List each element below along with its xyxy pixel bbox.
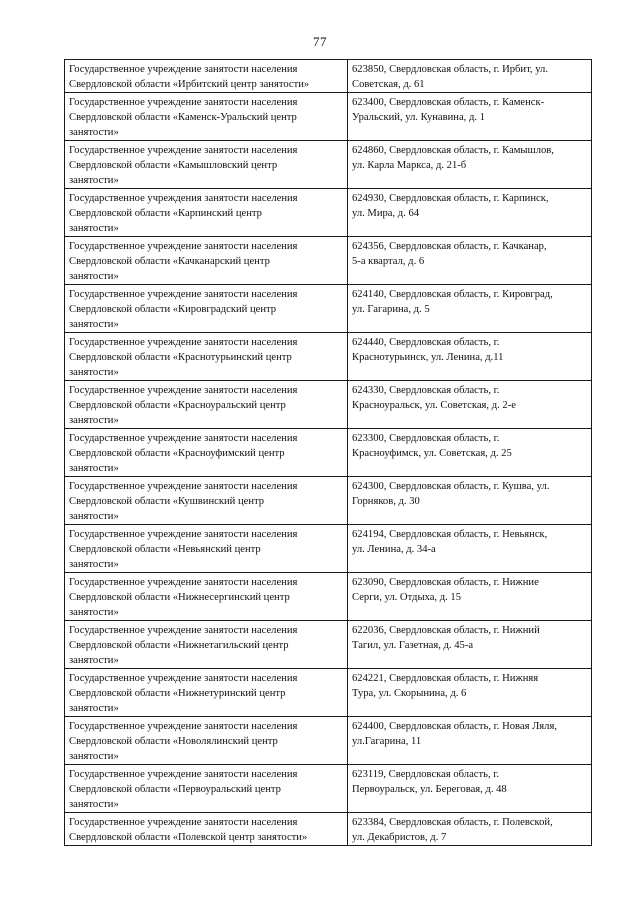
table-row — [65, 669, 592, 717]
table-row — [65, 813, 592, 846]
table-row — [65, 93, 592, 141]
table-row — [65, 477, 592, 525]
center-address-cell — [348, 429, 592, 477]
center-address-cell — [348, 765, 592, 813]
center-name-cell — [65, 189, 348, 237]
center-address: 623090, Свердловская область, г. Нижние Серги, ул. Отдыха, д. 15 — [352, 577, 539, 603]
center-address-cell — [348, 285, 592, 333]
center-name: Государственное учреждение занятости населения Свердловской области «Нижнесергинский центр занятости» — [69, 577, 298, 618]
center-name-cell — [65, 573, 348, 621]
center-address: 624300, Свердловская область, г. Кушва, ул. Горняков, д. 30 — [352, 481, 550, 507]
center-address: 624400, Свердловская область, г. Новая Ляля, ул.Гагарина, 11 — [352, 721, 557, 747]
center-address-cell — [348, 477, 592, 525]
center-address-cell — [348, 573, 592, 621]
center-address-cell — [348, 93, 592, 141]
center-name-cell — [65, 621, 348, 669]
center-name: Государственное учреждение занятости населения Свердловской области «Первоуральский центр занятости» — [69, 769, 298, 810]
center-name: Государственное учреждение занятости населения Свердловской области «Новолялинский центр занятости» — [69, 721, 298, 762]
center-name-cell — [65, 525, 348, 573]
center-address-cell — [348, 141, 592, 189]
center-name-cell — [65, 381, 348, 429]
center-name: Государственное учреждение занятости населения Свердловской области «Невьянский центр занятости» — [69, 529, 298, 570]
table-row — [65, 429, 592, 477]
center-address-cell — [348, 189, 592, 237]
center-address: 622036, Свердловская область, г. Нижний Тагил, ул. Газетная, д. 45-а — [352, 625, 540, 651]
center-address-cell — [348, 60, 592, 93]
center-name: Государственное учреждение занятости населения Свердловской области «Камышловский центр занятости» — [69, 145, 298, 186]
center-name-cell — [65, 285, 348, 333]
table-row — [65, 333, 592, 381]
table-row — [65, 765, 592, 813]
center-address: 624860, Свердловская область, г. Камышлов, ул. Карла Маркса, д. 21-б — [352, 145, 554, 171]
center-name-cell — [65, 429, 348, 477]
table-row — [65, 285, 592, 333]
center-name: Государственное учреждение занятости населения Свердловской области «Качканарский центр занятости» — [69, 241, 298, 282]
center-name: Государственное учреждение занятости населения Свердловской области «Кировградский центр занятости» — [69, 289, 298, 330]
center-address-cell — [348, 381, 592, 429]
center-name-cell — [65, 93, 348, 141]
center-address: 623850, Свердловская область, г. Ирбит, ул. Советская, д. 61 — [352, 64, 548, 90]
center-address: 624330, Свердловская область, г. Красноуральск, ул. Советская, д. 2-е — [352, 385, 516, 411]
page-number: 77 — [313, 34, 327, 49]
table-row — [65, 573, 592, 621]
center-address: 624221, Свердловская область, г. Нижняя Тура, ул. Скорынина, д. 6 — [352, 673, 539, 699]
table-row — [65, 141, 592, 189]
center-name: Государственное учреждение занятости населения Свердловской области «Красноуфимский центр занятости» — [69, 433, 298, 474]
center-name-cell — [65, 60, 348, 93]
center-address-cell — [348, 237, 592, 285]
center-address: 623300, Свердловская область, г. Красноуфимск, ул. Советская, д. 25 — [352, 433, 512, 459]
center-address: 624194, Свердловская область, г. Невьянск, ул. Ленина, д. 34-а — [352, 529, 548, 555]
center-address-cell — [348, 717, 592, 765]
center-address: 623384, Свердловская область, г. Полевской, ул. Декабристов, д. 7 — [352, 817, 553, 843]
center-address: 624356, Свердловская область, г. Качканар, 5-а квартал, д. 6 — [352, 241, 547, 267]
center-name-cell — [65, 333, 348, 381]
center-address-cell — [348, 525, 592, 573]
center-address-cell — [348, 813, 592, 846]
center-name: Государственное учреждение занятости населения Свердловской области «Ирбитский центр занятости» — [69, 64, 310, 90]
table-row — [65, 717, 592, 765]
center-name-cell — [65, 813, 348, 846]
center-address: 624140, Свердловская область, г. Кировград, ул. Гагарина, д. 5 — [352, 289, 553, 315]
table-row — [65, 525, 592, 573]
center-name-cell — [65, 717, 348, 765]
table-row — [65, 237, 592, 285]
center-name: Государственное учреждение занятости населения Свердловской области «Кушвинский центр занятости» — [69, 481, 298, 522]
center-name-cell — [65, 669, 348, 717]
center-address-cell — [348, 669, 592, 717]
employment-centers-table — [64, 59, 592, 846]
center-address: 623119, Свердловская область, г. Первоуральск, ул. Береговая, д. 48 — [352, 769, 507, 795]
center-name: Государственное учреждение занятости населения Свердловской области «Красноуральский центр занятости» — [69, 385, 298, 426]
table-row — [65, 381, 592, 429]
center-name-cell — [65, 765, 348, 813]
table-row — [65, 189, 592, 237]
table-row — [65, 621, 592, 669]
center-name: Государственное учреждения занятости населения Свердловской области «Карпинский центр занятости» — [69, 193, 298, 234]
center-name: Государственное учреждение занятости населения Свердловской области «Краснотурьинский центр занятости» — [69, 337, 298, 378]
center-address: 623400, Свердловская область, г. Каменск- Уральский, ул. Кунавина, д. 1 — [352, 97, 545, 123]
center-name: Государственное учреждение занятости населения Свердловской области «Нижнетагильский центр занятости» — [69, 625, 298, 666]
center-name: Государственное учреждение занятости населения Свердловской области «Полевской центр занятости» — [69, 817, 308, 843]
center-address: 624930, Свердловская область, г. Карпинск, ул. Мира, д. 64 — [352, 193, 549, 219]
center-address: 624440, Свердловская область, г. Краснотурьинск, ул. Ленина, д.11 — [352, 337, 504, 363]
center-address-cell — [348, 333, 592, 381]
center-address-cell — [348, 621, 592, 669]
center-name-cell — [65, 141, 348, 189]
table-row — [65, 60, 592, 93]
center-name-cell — [65, 237, 348, 285]
center-name-cell — [65, 477, 348, 525]
center-name: Государственное учреждение занятости населения Свердловской области «Каменск-Уральский центр занятости» — [69, 97, 298, 138]
center-name: Государственное учреждение занятости населения Свердловской области «Нижнетуринский центр занятости» — [69, 673, 298, 714]
